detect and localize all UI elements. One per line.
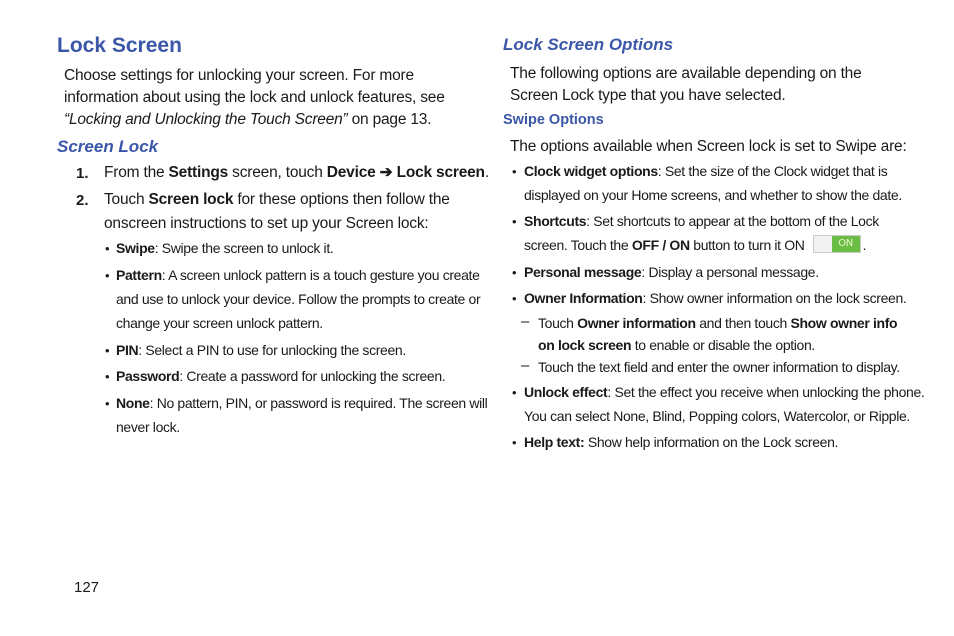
bullet-icon: • (105, 369, 110, 384)
step-1-text: From the Settings screen, touch Device ➔ Lock screen. (104, 164, 489, 181)
list-item-none: None: No pattern, PIN, or password is required. The screen will (116, 395, 488, 411)
step-2-line-1: Touch Screen lock for these options then follow the (104, 191, 450, 208)
off-on-term: OFF / ON (631, 237, 690, 253)
screen-lock-term: Screen lock (148, 191, 234, 208)
list-item-help-text: Help text: Show help information on the Lock screen. (524, 434, 839, 450)
step-2-number: 2. (76, 192, 89, 209)
list-item-swipe: Swipe: Swipe the screen to unlock it. (116, 240, 334, 256)
locking-link[interactable]: “Locking and Unlocking the Touch Screen” (64, 111, 348, 128)
bullet-icon: • (105, 241, 110, 256)
page-ref: on page 13. (347, 111, 432, 128)
options-intro-line-1: The following options are available depending on the (510, 65, 862, 82)
owner-sub-1: Touch Owner information and then touch Show owner info (538, 315, 898, 331)
list-item-pin: PIN: Select a PIN to use for unlocking the screen. (116, 342, 406, 358)
bullet-icon: • (512, 385, 517, 400)
list-item-pattern-line-2: and use to unlock your device. Follow the prompts to create or (116, 291, 481, 307)
list-item-pattern: Pattern: A screen unlock pattern is a touch gesture you create (116, 267, 480, 283)
lock-screen-term: Lock screen (396, 164, 485, 181)
bullet-icon: • (512, 435, 517, 450)
settings-term: Settings (168, 164, 229, 181)
list-item-clock-widget: Clock widget options: Set the size of the Clock widget that is (524, 163, 888, 179)
owner-sub-2: Touch the text field and enter the owner information to display. (538, 359, 900, 375)
bullet-icon: • (105, 396, 110, 411)
dash-icon: – (521, 357, 530, 374)
list-item-shortcuts-line-2: screen. Touch the OFF / ON button to turn it ON ON . (524, 237, 867, 253)
lock-screen-options-heading: Lock Screen Options (503, 35, 674, 54)
bullet-icon: • (105, 268, 110, 283)
list-item-shortcuts: Shortcuts: Set shortcuts to appear at the bottom of the Lock (524, 213, 879, 229)
bullet-icon: • (105, 343, 110, 358)
bullet-icon: • (512, 291, 517, 306)
page-number: 127 (74, 579, 100, 596)
on-toggle-icon (813, 235, 861, 253)
list-item-unlock-effect-line-2: You can select None, Blind, Popping colors, Watercolor, or Ripple. (524, 408, 910, 424)
bullet-icon: • (512, 164, 517, 179)
list-item-password: Password: Create a password for unlocking the screen. (116, 368, 446, 384)
options-intro-line-2: Screen Lock type that you have selected. (510, 87, 786, 104)
step-1-number: 1. (76, 165, 89, 182)
bullet-icon: • (512, 265, 517, 280)
page-title: Lock Screen (57, 34, 182, 57)
list-item-pattern-line-3: change your screen unlock pattern. (116, 315, 323, 331)
list-item-none-line-2: never lock. (116, 419, 180, 435)
device-term: Device (326, 164, 376, 181)
owner-sub-1-line-2: on lock screen to enable or disable the option. (538, 337, 815, 353)
list-item-unlock-effect: Unlock effect: Set the effect you receive when unlocking the phone. (524, 384, 925, 400)
swipe-intro: The options available when Screen lock is set to Swipe are: (510, 138, 907, 155)
list-item-owner-information: Owner Information: Show owner information on the lock screen. (524, 290, 907, 306)
screen-lock-heading: Screen Lock (57, 137, 159, 156)
intro-line-3 (64, 109, 431, 131)
list-item-personal-message: Personal message: Display a personal message. (524, 264, 819, 280)
toggle-label: ON (832, 236, 860, 252)
intro-line-1: Choose settings for unlocking your screen. For more (64, 67, 414, 84)
bullet-icon: • (512, 214, 517, 229)
dash-icon: – (521, 313, 530, 330)
intro-line-2: information about using the lock and unlock features, see (64, 89, 445, 106)
step-2-line-2: onscreen instructions to set up your Screen lock: (104, 215, 429, 232)
swipe-options-heading: Swipe Options (503, 112, 604, 128)
list-item-clock-widget-line-2: displayed on your Home screens, and whether to show the date. (524, 187, 902, 203)
arrow-icon: ➔ (375, 164, 397, 181)
